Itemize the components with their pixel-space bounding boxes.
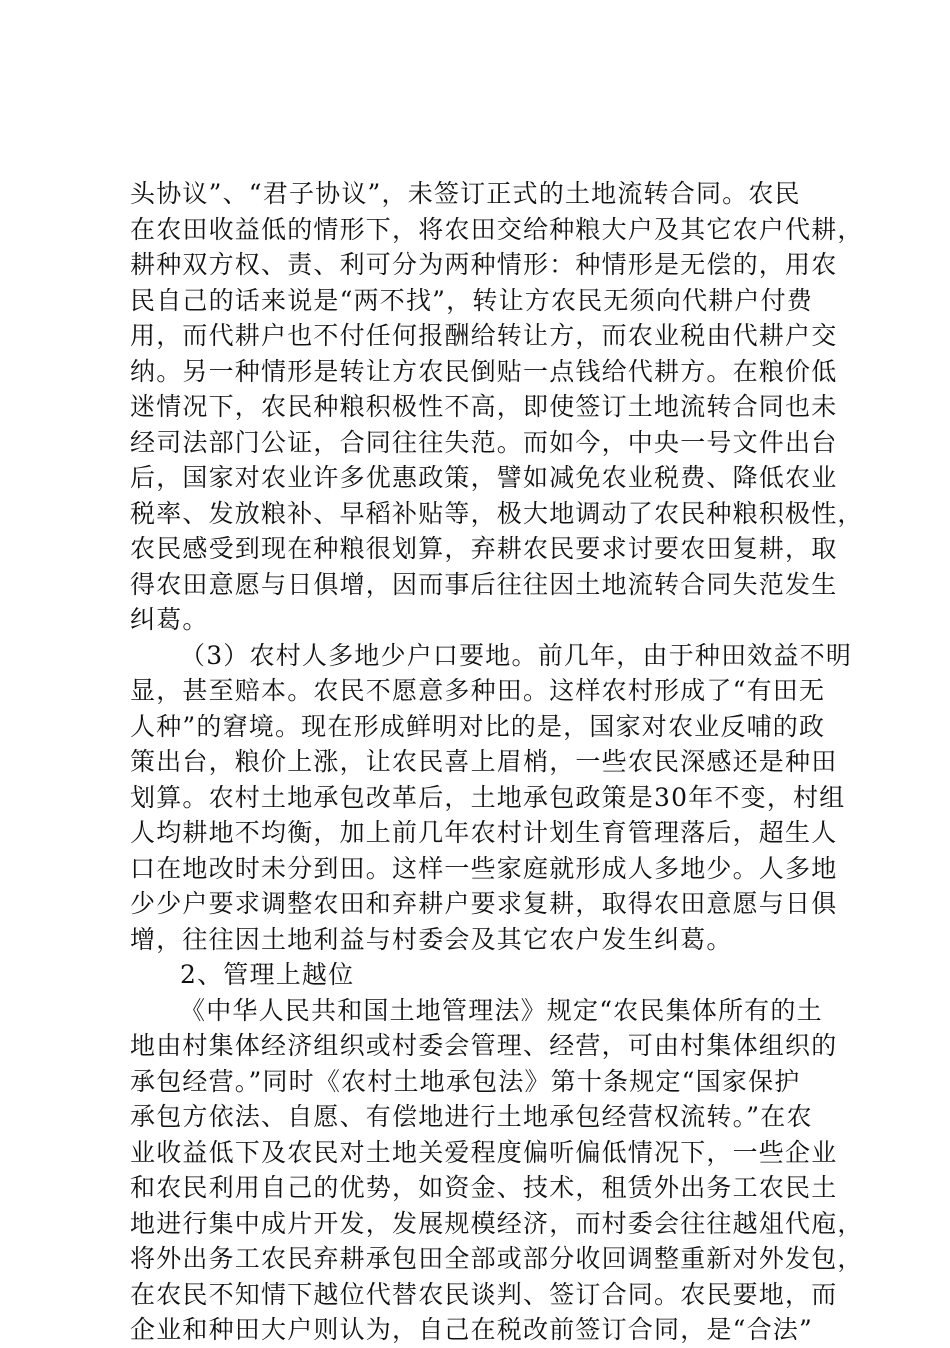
text-line: 在农田收益低的情形下，将农田交给种粮大户及其它农户代耕， bbox=[130, 214, 864, 244]
text-line: 地由村集体经济组织或村委会管理、经营，可由村集体组织的 bbox=[130, 1031, 838, 1060]
text-line: 地进行集中成片开发，发展规模经济，而村委会往往越俎代庖， bbox=[130, 1208, 864, 1238]
text-line: 头协议”、“君子协议”，未签订正式的土地流转合同。农民 bbox=[130, 179, 801, 208]
text-line: 人均耕地不均衡，加上前几年农村计划生育管理落后，超生人 bbox=[130, 818, 838, 847]
text-line: 农民感受到现在种粮很划算，弃耕农民要求讨要农田复耕，取 bbox=[130, 534, 838, 563]
text-line: 迷情况下，农民种粮积极性不高，即使签订土地流转合同也未 bbox=[130, 392, 838, 421]
body-text bbox=[130, 176, 864, 1348]
text-line: 纳。另一种情形是转让方农民倒贴一点钱给代耕方。在粮价低 bbox=[130, 356, 838, 386]
text-line: 《中华人民共和国土地管理法》规定“农民集体所有的土 bbox=[180, 995, 823, 1025]
text-line: 企业和种田大户则认为，自己在税改前签订合同，是“合法” bbox=[130, 1315, 813, 1344]
text-line: 得农田意愿与日俱增，因而事后往往因土地流转合同失范发生 bbox=[130, 569, 838, 599]
text-line: 税率、发放粮补、早稻补贴等，极大地调动了农民种粮积极性， bbox=[130, 498, 864, 528]
text-line: 划算。农村土地承包改革后，土地承包政策是30年不变，村组 bbox=[130, 782, 846, 812]
text-line: 和农民利用自己的优势，如资金、技术，租赁外出务工农民土 bbox=[130, 1173, 838, 1202]
text-line: 策出台，粮价上涨，让农民喜上眉梢，一些农民深感还是种田 bbox=[130, 747, 838, 776]
text-line: 用，而代耕户也不付任何报酬给转让方，而农业税由代耕户交 bbox=[130, 321, 838, 350]
text-line: （3）农村人多地少户口要地。前几年，由于种田效益不明 bbox=[180, 640, 853, 670]
text-line: 业收益低下及农民对土地关爱程度偏听偏低情况下，一些企业 bbox=[130, 1137, 838, 1167]
text-line: 纠葛。 bbox=[130, 605, 209, 634]
text-line: 耕种双方权、责、利可分为两种情形：种情形是无偿的，用农 bbox=[130, 250, 838, 279]
text-line: 在农民不知情下越位代替农民谈判、签订合同。农民要地，而 bbox=[130, 1279, 838, 1309]
text-line: 承包经营。”同时《农村土地承包法》第十条规定“国家保护 bbox=[130, 1066, 801, 1096]
text-line: 将外出务工农民弃耕承包田全部或部分收回调整重新对外发包， bbox=[130, 1244, 864, 1273]
text-line: 少少户要求调整农田和弃耕户要求复耕，取得农田意愿与日俱 bbox=[130, 889, 838, 918]
text-line: 经司法部门公证，合同往往失范。而如今，中央一号文件出台 bbox=[130, 427, 838, 457]
text-line: 显，甚至赔本。农民不愿意多种田。这样农村形成了“有田无 bbox=[130, 676, 826, 705]
text-line: 承包方依法、自愿、有偿地进行土地承包经营权流转。”在农 bbox=[130, 1102, 813, 1131]
text-line: 2、管理上越位 bbox=[180, 960, 355, 989]
text-line: 口在地改时未分到田。这样一些家庭就形成人多地少。人多地 bbox=[130, 853, 838, 883]
text-line: 增，往往因土地利益与村委会及其它农户发生纠葛。 bbox=[130, 924, 733, 954]
text-line: 民自己的话来说是“两不找”，转让方农民无须向代耕户付费 bbox=[130, 285, 813, 315]
text-line: 人种”的窘境。现在形成鲜明对比的是，国家对农业反哺的政 bbox=[130, 711, 826, 741]
text-line: 后，国家对农业许多优惠政策，譬如减免农业税费、降低农业 bbox=[130, 463, 838, 492]
